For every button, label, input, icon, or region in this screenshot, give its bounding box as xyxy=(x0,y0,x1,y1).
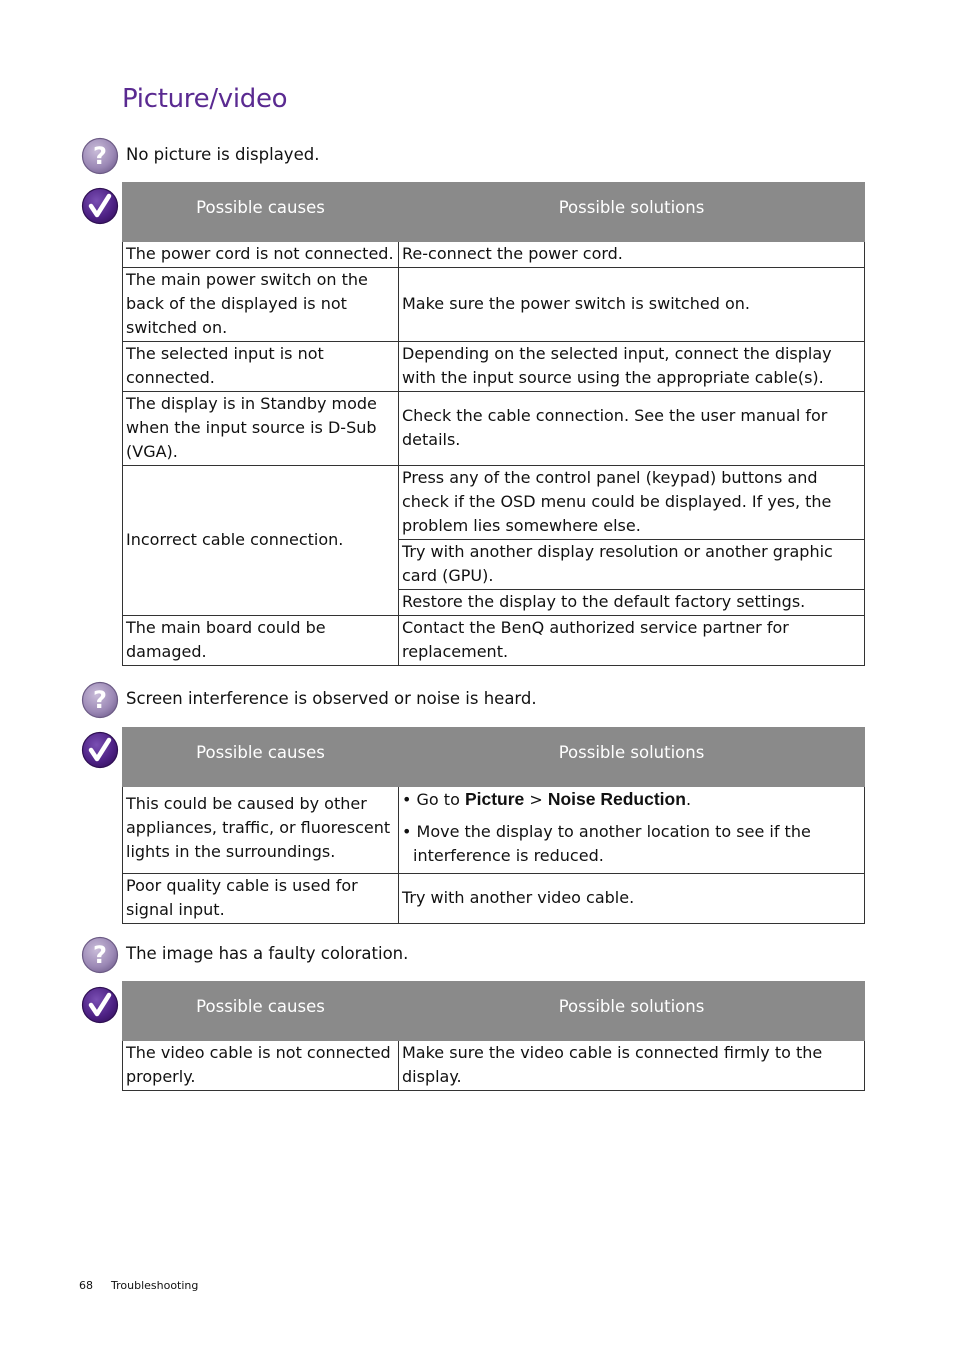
solution-cell: Re-connect the power cord. xyxy=(399,242,865,268)
troubleshooting-table xyxy=(122,727,865,924)
table-row xyxy=(123,242,865,268)
table-row xyxy=(123,874,865,924)
cause-cell: The main board could be damaged. xyxy=(123,616,399,666)
question-icon xyxy=(81,137,119,175)
solution-cell: Restore the display to the default factory settings. xyxy=(399,590,865,616)
table-row xyxy=(123,787,865,874)
menu-path-noise-reduction: Noise Reduction xyxy=(547,789,686,809)
solution-cell: Make sure the video cable is connected firmly to the display. xyxy=(399,1041,865,1091)
solution-cell: Press any of the control panel (keypad) buttons and check if the OSD menu could be displayed. If yes, the problem lies somewhere else. xyxy=(399,466,865,540)
solution-cell: Depending on the selected input, connect the display with the input source using the appropriate cable(s). xyxy=(399,342,865,392)
cause-cell: The main power switch on the back of the displayed is not switched on. xyxy=(123,268,399,342)
solution-cell: Make sure the power switch is switched on. xyxy=(399,268,865,342)
check-icon xyxy=(81,187,119,225)
header-causes: Possible causes xyxy=(123,183,399,242)
header-solutions: Possible solutions xyxy=(399,728,865,787)
menu-path-picture: Picture xyxy=(464,789,525,809)
cause-cell: The video cable is not connected properly. xyxy=(123,1041,399,1091)
solution-cell: Try with another display resolution or another graphic card (GPU). xyxy=(399,540,865,590)
table-row xyxy=(123,268,865,342)
solution-cell xyxy=(399,787,865,874)
question-icon xyxy=(81,936,119,974)
table-row xyxy=(123,1041,865,1091)
check-icon xyxy=(81,986,119,1024)
page-title: Picture/video xyxy=(122,84,288,114)
table-row xyxy=(123,392,865,466)
solution-bullet: • Go to Picture > Noise Reduction. xyxy=(402,789,692,809)
troubleshooting-table xyxy=(122,182,865,666)
cause-cell: The power cord is not connected. xyxy=(123,242,399,268)
check-icon xyxy=(81,731,119,769)
header-causes: Possible causes xyxy=(123,728,399,787)
cause-cell: This could be caused by other appliances, traffic, or fluorescent lights in the surroundings. xyxy=(123,787,399,874)
cause-cell: Incorrect cable connection. xyxy=(123,466,399,616)
solution-cell: Check the cable connection. See the user manual for details. xyxy=(399,392,865,466)
page-number: 68 xyxy=(79,1279,93,1292)
solution-bullet: • Move the display to another location to see if the interference is reduced. xyxy=(402,822,811,865)
solution-cell: Contact the BenQ authorized service partner for replacement. xyxy=(399,616,865,666)
problem-question: No picture is displayed. xyxy=(126,145,320,164)
cause-cell: Poor quality cable is used for signal input. xyxy=(123,874,399,924)
svg-text:?: ? xyxy=(93,142,107,170)
page-footer xyxy=(79,1279,198,1292)
troubleshooting-table xyxy=(122,981,865,1091)
question-icon xyxy=(81,681,119,719)
cause-cell: The selected input is not connected. xyxy=(123,342,399,392)
table-row xyxy=(123,616,865,666)
header-solutions: Possible solutions xyxy=(399,183,865,242)
svg-text:?: ? xyxy=(93,941,107,969)
problem-question: Screen interference is observed or noise is heard. xyxy=(126,689,537,708)
svg-text:?: ? xyxy=(93,686,107,714)
footer-section: Troubleshooting xyxy=(111,1279,199,1292)
solution-cell: Try with another video cable. xyxy=(399,874,865,924)
header-solutions: Possible solutions xyxy=(399,982,865,1041)
table-row xyxy=(123,466,865,540)
header-causes: Possible causes xyxy=(123,982,399,1041)
cause-cell: The display is in Standby mode when the input source is D-Sub (VGA). xyxy=(123,392,399,466)
table-row xyxy=(123,342,865,392)
problem-question: The image has a faulty coloration. xyxy=(126,944,409,963)
